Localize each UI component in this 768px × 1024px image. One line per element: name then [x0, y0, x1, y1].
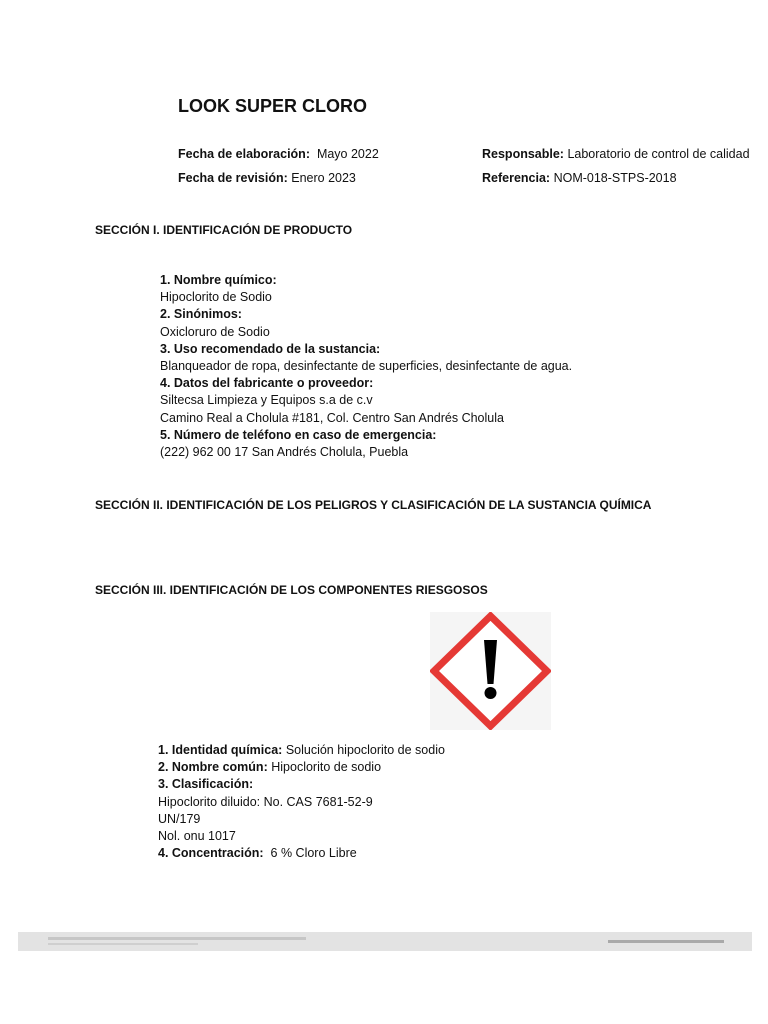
- responsable-label: Responsable:: [482, 147, 564, 161]
- concentracion-value: 6 % Cloro Libre: [270, 846, 357, 861]
- section-1-heading: SECCIÓN I. IDENTIFICACIÓN DE PRODUCTO: [95, 223, 353, 237]
- concentracion-label: 4. Concentración:: [158, 846, 264, 861]
- uso-recomendado-label: 3. Uso recomendado de la sustancia:: [160, 341, 381, 356]
- identidad-quimica: [158, 742, 445, 759]
- section-2-heading: SECCIÓN II. IDENTIFICACIÓN DE LOS PELIGROS Y CLASIFICACIÓN DE LA SUSTANCIA QUÍMICA: [95, 498, 652, 512]
- fecha-elaboracion-label: Fecha de elaboración:: [178, 147, 310, 161]
- nombre-comun-label: 2. Nombre común:: [158, 760, 268, 775]
- footer-blurred-text-2: [48, 943, 198, 945]
- identidad-quimica-label: 1. Identidad química:: [158, 743, 283, 757]
- clasificacion-un: UN/179: [158, 811, 201, 826]
- section-1-body: [160, 272, 572, 461]
- sinonimos-value: Oxicloruro de Sodio: [160, 324, 270, 339]
- fecha-revision-value: Enero 2023: [291, 171, 356, 185]
- section-3-heading: SECCIÓN III. IDENTIFICACIÓN DE LOS COMPONENTES RIESGOSOS: [95, 583, 488, 597]
- footer-blurred-text: [48, 937, 306, 940]
- concentracion: [158, 845, 445, 862]
- fabricante-label: 4. Datos del fabricante o proveedor:: [160, 376, 374, 391]
- section-3-body: [158, 742, 445, 862]
- fabricante-address: Camino Real a Cholula #181, Col. Centro San Andrés Cholula: [160, 410, 504, 425]
- clasificacion-label: 3. Clasificación:: [158, 777, 254, 792]
- telefono-label: 5. Número de teléfono en caso de emergencia:: [160, 427, 437, 442]
- telefono-value: (222) 962 00 17 San Andrés Cholula, Puebla: [160, 445, 409, 460]
- nombre-quimico-value: Hipoclorito de Sodio: [160, 290, 272, 305]
- referencia: [482, 171, 677, 185]
- ghs-exclamation-mark-icon: [430, 612, 551, 730]
- fecha-elaboracion: [178, 147, 379, 161]
- fecha-elaboracion-value: Mayo 2022: [316, 147, 379, 161]
- responsable-value: Laboratorio de control de calidad: [567, 147, 750, 161]
- fabricante-name: Siltecsa Limpieza y Equipos s.a de c.v: [160, 393, 373, 408]
- responsable: [482, 147, 750, 161]
- document-title: LOOK SUPER CLORO: [178, 96, 368, 116]
- uso-recomendado-value: Blanqueador de ropa, desinfectante de superficies, desinfectante de agua.: [160, 359, 573, 374]
- page-footer-bar: [18, 932, 752, 951]
- nombre-comun-value: Hipoclorito de sodio: [271, 760, 382, 775]
- footer-blurred-link: [608, 940, 724, 943]
- fecha-revision-label: Fecha de revisión:: [178, 171, 288, 185]
- clasificacion-onu: Nol. onu 1017: [158, 829, 236, 844]
- nombre-quimico-label: 1. Nombre químico:: [160, 273, 277, 287]
- clasificacion-cas: Hipoclorito diluido: No. CAS 7681-52-9: [158, 794, 373, 809]
- identidad-quimica-value: Solución hipoclorito de sodio: [285, 743, 445, 757]
- referencia-label: Referencia:: [482, 171, 551, 185]
- sinonimos-label: 2. Sinónimos:: [160, 307, 242, 322]
- fecha-revision: [178, 171, 356, 185]
- referencia-value: NOM-018-STPS-2018: [553, 171, 677, 185]
- nombre-comun: [158, 759, 445, 776]
